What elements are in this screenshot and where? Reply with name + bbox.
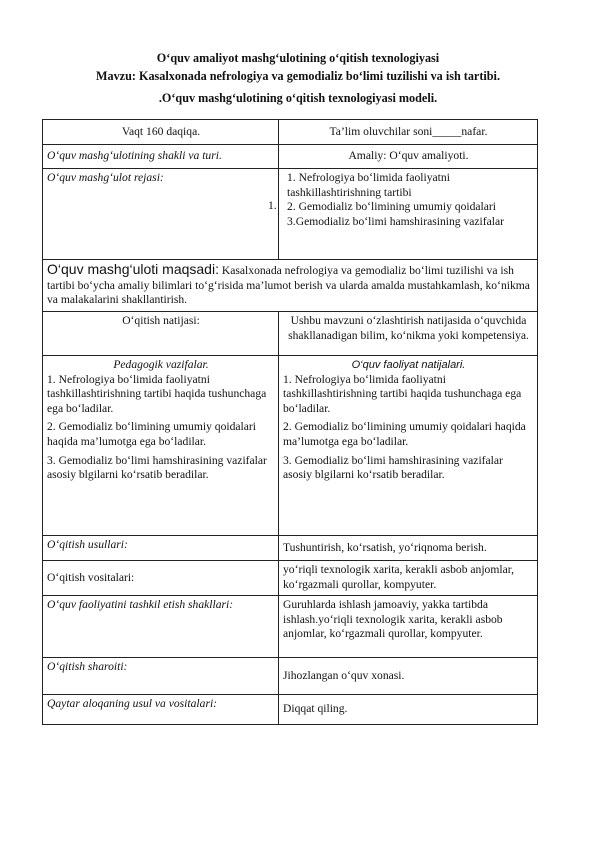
goal-cell: [43, 260, 538, 312]
goal-label: O‘quv mashg‘uloti maqsadi:: [47, 261, 219, 277]
table-row: [43, 695, 538, 725]
table-row: [43, 120, 538, 145]
table-row: [43, 145, 538, 169]
form-label: O‘quv mashg‘ulotining shakli va turi.: [43, 145, 279, 169]
plan-number: 1.: [268, 199, 277, 212]
list-item: 3. Gemodializ bo‘limi hamshirasining vazifalar asosiy blgilarni ko‘rsatib beradilar.: [47, 453, 267, 482]
time-cell: Vaqt 160 daqiqa.: [43, 120, 279, 145]
list-item: 2. Gemodializ bo‘limining umumiy qoidalari: [287, 200, 496, 214]
list-item: 3.Gemodializ bo‘limi hamshirasining vazifalar: [287, 214, 504, 228]
results-label: O‘qitish natijasi:: [43, 312, 279, 356]
list-item: 1. Nefrologiya bo‘limida faoliyatni tashkillashtirishning tartibi haqida tushunchaga ega bo‘ladilar.: [47, 372, 267, 415]
activity-results-cell: [279, 356, 538, 536]
results-text: Ushbu mavzuni o‘zlashtirish natijasida o‘quvchida shakllanadigan bilim, ko‘nikma yoki kompetensiya.: [279, 312, 538, 356]
activity-results-title: O‘quv faoliyat natijalari.: [351, 359, 466, 371]
table-row: [43, 169, 538, 260]
methods-value: Tushuntirish, ko‘rsatish, yo‘riqnoma berish.: [279, 536, 538, 561]
means-label: O‘qitish vositalari:: [43, 561, 279, 596]
methods-label: O‘qitish usullari:: [43, 536, 279, 561]
list-item: 2. Gemodializ bo‘limining umumiy qoidalari haqida ma’lumotga ega bo‘ladilar.: [283, 420, 526, 448]
list-item: 2. Gemodializ bo‘limining umumiy qoidalari haqida ma’lumotga ega bo‘ladilar.: [47, 420, 256, 448]
table-row: [43, 596, 538, 658]
table-row: [43, 561, 538, 596]
feedback-value: Diqqat qiling.: [279, 695, 538, 725]
list-item: 1. Nefrologiya bo‘limida faoliyatni tashkillashtirishning tartibi haqida tushunchaga ega bo‘ladilar.: [283, 372, 522, 415]
list-item: 1. Nefrologiya bo‘limida faoliyatni tashkillashtirishning tartibi: [287, 171, 450, 199]
feedback-label: Qaytar aloqaning usul va vositalari:: [43, 695, 279, 725]
form-value: Amaliy: O‘quv amaliyoti.: [279, 145, 538, 169]
list-item: 3. Gemodializ bo‘limi hamshirasining vazifalar asosiy blgilarni ko‘rsatib beradilar.: [283, 453, 503, 482]
organization-value: Guruhlarda ishlash jamoaviy, yakka tartibda ishlash.yo‘riqli texnologik xarita, kerakli asbob anjomlar, ko‘rgazmali qurollar, kompyuter.: [279, 596, 538, 658]
table-row: [43, 536, 538, 561]
model-title: .O‘quv mashg‘ulotining o‘qitish texnologiyasi modeli.: [158, 91, 438, 105]
topic-line: Mavzu: Kasalxonada nefrologiya va gemodializ bo‘limi tuzilishi va ish tartibi.: [95, 69, 500, 83]
conditions-value: Jihozlangan o‘quv xonasi.: [279, 658, 538, 695]
table-row: [43, 356, 538, 536]
means-value: yo‘riqli texnologik xarita, kerakli asbob anjomlar, ko‘rgazmali qurollar, kompyuter.: [279, 561, 538, 596]
document-title: O‘quv amaliyot mashg‘ulotining o‘qitish texnologiyasi: [156, 51, 440, 65]
plan-list: [279, 171, 534, 229]
plan-label: O‘quv mashg‘ulot rejasi:: [43, 169, 279, 260]
table-row: [43, 260, 538, 312]
plan-cell: [268, 169, 538, 260]
goal-text: Kasalxonada nefrologiya va gemodializ bo‘limi tuzilishi va ish tartibi bo‘ycha amaliy bilimlari to‘g‘risida ma’lumot berish va ularda amalda mustahkamlash, ko‘nikma va malakalarini shakllantirish.: [47, 264, 530, 307]
table-row: [43, 658, 538, 695]
students-cell: Ta’lim oluvchilar soni_____nafar.: [279, 120, 538, 145]
lesson-model-table: [42, 119, 538, 725]
pedagogical-tasks-cell: [43, 356, 279, 536]
conditions-label: O‘qitish sharoiti:: [43, 658, 279, 695]
organization-label: O‘quv faoliyatini tashkil etish shakllari:: [43, 596, 279, 658]
pedagogical-tasks-title: Pedagogik vazifalar.: [113, 358, 209, 371]
table-row: [43, 312, 538, 356]
